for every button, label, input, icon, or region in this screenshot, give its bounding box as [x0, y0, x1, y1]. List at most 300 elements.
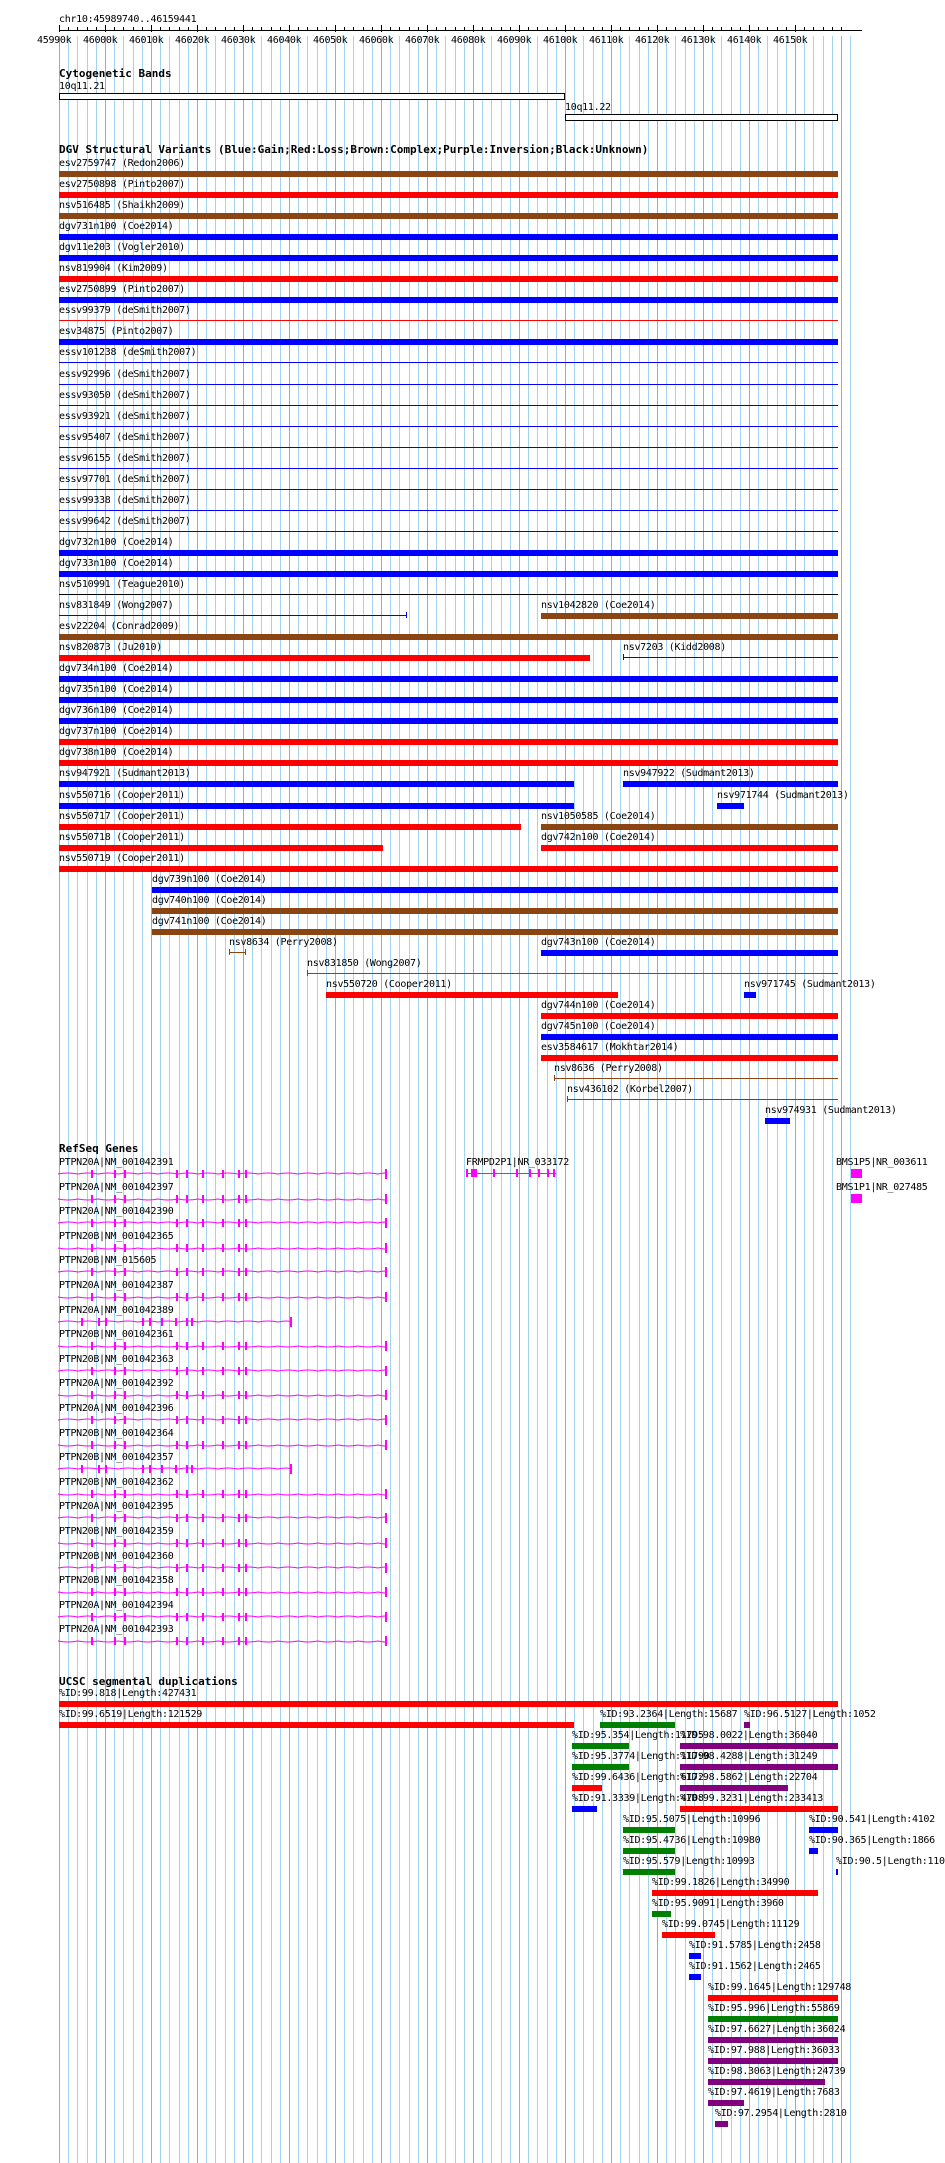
gene-label: PTPN20A|NM_001042391 [59, 1157, 174, 1168]
dgv-variant-bar[interactable] [59, 213, 838, 219]
dgv-variant-bar[interactable] [717, 803, 744, 809]
dgv-variant-bar[interactable] [59, 571, 838, 577]
dgv-variant-label: dgv740n100 (Coe2014) [152, 894, 267, 906]
dgv-variant-label: dgv732n100 (Coe2014) [59, 536, 174, 548]
segdup-bar[interactable] [623, 1827, 675, 1833]
ruler-minor-tick [271, 27, 272, 31]
dgv-variant-label: essv93050 (deSmith2007) [59, 389, 191, 401]
gene-model[interactable] [58, 1364, 388, 1378]
ruler-minor-tick [740, 27, 741, 31]
dgv-variant-label: essv99642 (deSmith2007) [59, 515, 191, 527]
dgv-variant-label: nsv550717 (Cooper2011) [59, 810, 185, 822]
dgv-variant-label: nsv550720 (Cooper2011) [326, 978, 452, 990]
segdup-bar[interactable] [708, 1995, 838, 2001]
gene-label: BMS1P5|NR_003611 [836, 1157, 928, 1168]
ruler-tick-label: 46000k [83, 35, 118, 46]
gene-label: PTPN20B|NM_001042362 [59, 1476, 174, 1488]
dgv-variant-label: dgv743n100 (Coe2014) [541, 936, 656, 948]
dgv-variant-bar[interactable] [59, 339, 838, 345]
dgv-variant-label: esv34875 (Pinto2007) [59, 326, 174, 338]
segdup-label: %ID:98.0022|Length:36040 [680, 1730, 818, 1741]
cytoband-label: 10q11.22 [565, 102, 611, 113]
ruler-tick-label: 46060k [359, 35, 394, 46]
dgv-variant-bar[interactable] [59, 718, 838, 724]
segdup-bar[interactable] [652, 1911, 671, 1917]
ruler-minor-tick [675, 27, 676, 31]
gene-exon [493, 1169, 495, 1177]
ruler-minor-tick [777, 27, 778, 31]
dgv-variant-bar[interactable] [59, 550, 838, 556]
dgv-variant-line[interactable] [307, 973, 838, 974]
dgv-variant-label: dgv739n100 (Coe2014) [152, 873, 267, 885]
ruler-minor-tick [823, 27, 824, 31]
ruler-major-tick [105, 25, 106, 32]
cytoband-label: 10q11.21 [59, 81, 105, 92]
dgv-variant-label: nsv831849 (Wong2007) [59, 600, 174, 612]
ruler-major-tick [473, 25, 474, 32]
gene-model[interactable] [58, 1167, 388, 1181]
dgv-variant-label: dgv744n100 (Coe2014) [541, 1000, 656, 1011]
gene-model[interactable] [58, 1265, 388, 1279]
segdup-label: %ID:91.1562|Length:2465 [689, 1961, 821, 1972]
segdup-label: %ID:99.1826|Length:34990 [652, 1877, 790, 1888]
gene-model[interactable] [58, 1339, 388, 1353]
segdup-bar[interactable] [680, 1806, 838, 1812]
dgv-variant-bar[interactable] [326, 992, 618, 998]
ruler-minor-tick [252, 27, 253, 31]
dgv-variant-label: nsv971744 (Sudmant2013) [717, 789, 849, 801]
segdup-label: %ID:98.4288|Length:31249 [680, 1751, 818, 1762]
ruler-minor-tick [455, 27, 456, 31]
segdup-label: %ID:99.6519|Length:121529 [59, 1709, 203, 1720]
ruler-minor-tick [804, 27, 805, 31]
ruler-tick-label: 46150k [773, 35, 808, 46]
segdup-bar[interactable] [708, 2037, 838, 2043]
segdup-label: %ID:99.1645|Length:129748 [708, 1982, 852, 1993]
gene-label: PTPN20A|NM_001042390 [59, 1206, 174, 1218]
dgv-variant-bar[interactable] [541, 1013, 838, 1019]
ruler-minor-tick [501, 27, 502, 31]
gene-exon [466, 1169, 468, 1177]
ruler-minor-tick [767, 27, 768, 31]
gene-model[interactable] [58, 1511, 388, 1525]
dgv-variant-label: nsv974931 (Sudmant2013) [765, 1105, 897, 1117]
ruler-minor-tick [639, 27, 640, 31]
segdup-bar[interactable] [652, 1890, 818, 1896]
gene-label: PTPN20A|NM_001042395 [59, 1501, 174, 1513]
gene-model[interactable] [58, 1634, 388, 1648]
dgv-variant-bar[interactable] [59, 781, 574, 787]
ruler-minor-tick [786, 27, 787, 31]
ruler-tick-label: 46120k [635, 35, 670, 46]
dgv-variant-label: essv99338 (deSmith2007) [59, 494, 191, 506]
dgv-variant-bar[interactable] [59, 866, 838, 872]
dgv-variant-label: esv2750898 (Pinto2007) [59, 179, 185, 191]
segdup-label: %ID:90.541|Length:4102 [809, 1814, 935, 1825]
ruler-minor-tick [712, 27, 713, 31]
cytoband-track-title: Cytogenetic Bands [59, 67, 172, 80]
ruler-minor-tick [280, 27, 281, 31]
dgv-variant-bar[interactable] [623, 781, 838, 787]
ruler-minor-tick [758, 27, 759, 31]
dgv-variant-cap [554, 1075, 555, 1081]
ruler-major-tick [703, 25, 704, 32]
ruler-tick-label: 46040k [267, 35, 302, 46]
dgv-variant-label: nsv820873 (Ju2010) [59, 642, 162, 654]
gene-model[interactable] [58, 1585, 388, 1599]
dgv-variant-bar[interactable] [59, 297, 838, 303]
ruler-minor-tick [344, 27, 345, 31]
dgv-variant-bar[interactable] [541, 613, 838, 619]
dgv-variant-bar[interactable] [765, 1118, 790, 1124]
segdup-bar[interactable] [680, 1785, 788, 1791]
gene-model[interactable] [58, 1536, 388, 1550]
ruler-minor-tick [363, 27, 364, 31]
gene-label: FRMPD2P1|NR_033172 [466, 1157, 569, 1168]
gene-exon-block[interactable] [851, 1194, 862, 1203]
segdup-bar[interactable] [689, 1974, 701, 1980]
ruler-minor-tick [298, 27, 299, 31]
ruler-minor-tick [179, 27, 180, 31]
refseq-track-title: RefSeq Genes [59, 1142, 139, 1155]
gene-exon [529, 1169, 531, 1177]
dgv-variant-label: essv101238 (deSmith2007) [59, 347, 197, 359]
segdup-bar[interactable] [600, 1722, 675, 1728]
ruler-major-tick [381, 25, 382, 32]
segdup-label: %ID:97.4619|Length:7683 [708, 2087, 840, 2098]
ruler-tick-label: 46140k [727, 35, 762, 46]
segdup-label: %ID:93.2364|Length:15687 [600, 1709, 738, 1720]
ruler-minor-tick [261, 27, 262, 31]
ruler-major-tick [197, 25, 198, 32]
dgv-variant-line[interactable] [59, 447, 838, 448]
segdup-bar[interactable] [662, 1932, 715, 1938]
dgv-variant-line[interactable] [554, 1078, 838, 1079]
segdup-bar[interactable] [572, 1743, 629, 1749]
gene-exon [516, 1169, 518, 1177]
segdup-track-title: UCSC segmental duplications [59, 1675, 238, 1688]
segdup-label: %ID:98.3063|Length:24739 [708, 2066, 846, 2077]
ruler-major-tick [565, 25, 566, 32]
ruler-minor-tick [353, 27, 354, 31]
ruler-tick-label: 46070k [405, 35, 440, 46]
ruler-minor-tick [620, 27, 621, 31]
ruler-minor-tick [123, 27, 124, 31]
segdup-label: %ID:90.5|Length:110 [836, 1856, 945, 1867]
dgv-variant-bar[interactable] [59, 803, 574, 809]
ruler-minor-tick [225, 27, 226, 31]
segdup-label: %ID:95.579|Length:10993 [623, 1856, 755, 1867]
dgv-variant-cap [229, 949, 230, 955]
dgv-variant-line[interactable] [59, 384, 838, 385]
segdup-bar[interactable] [708, 2079, 825, 2085]
ruler-tick-label: 46030k [221, 35, 256, 46]
ruler-minor-tick [482, 27, 483, 31]
gene-label: PTPN20B|NM_015605 [59, 1255, 157, 1267]
gene-label: BMS1P1|NR_027485 [836, 1181, 928, 1193]
gene-label: PTPN20B|NM_001042365 [59, 1230, 174, 1242]
dgv-variant-bar[interactable] [59, 845, 383, 851]
ruler-minor-tick [169, 27, 170, 31]
dgv-track-title: DGV Structural Variants (Blue:Gain;Red:Loss;Brown:Complex;Purple:Inversion;Black:Unknown) [59, 143, 649, 156]
ruler-minor-tick [234, 27, 235, 31]
segdup-label: %ID:98.5862|Length:22704 [680, 1772, 818, 1783]
gene-exon [538, 1169, 540, 1177]
dgv-variant-bar[interactable] [59, 276, 838, 282]
dgv-variant-bar[interactable] [59, 634, 838, 640]
ruler-minor-tick [537, 27, 538, 31]
gene-model[interactable] [58, 1462, 293, 1476]
ruler-minor-tick [593, 27, 594, 31]
dgv-variant-label: dgv734n100 (Coe2014) [59, 663, 174, 675]
ruler-minor-tick [583, 27, 584, 31]
dgv-variant-label: esv2759747 (Redon2006) [59, 158, 185, 169]
ruler-major-tick [151, 25, 152, 32]
dgv-variant-bar[interactable] [59, 655, 590, 661]
dgv-variant-bar[interactable] [59, 739, 838, 745]
ruler-minor-tick [648, 27, 649, 31]
ruler-tick-label: 46020k [175, 35, 210, 46]
segdup-bar[interactable] [708, 2100, 744, 2106]
dgv-variant-label: dgv738n100 (Coe2014) [59, 747, 174, 759]
segdup-label: %ID:97.988|Length:36033 [708, 2045, 840, 2056]
segdup-bar[interactable] [680, 1764, 838, 1770]
dgv-variant-label: dgv741n100 (Coe2014) [152, 915, 267, 927]
dgv-variant-label: nsv8634 (Perry2008) [229, 936, 338, 948]
dgv-variant-label: esv3584617 (Mokhtar2014) [541, 1042, 679, 1054]
dgv-variant-bar[interactable] [59, 234, 838, 240]
ruler-minor-tick [731, 27, 732, 31]
gene-label: PTPN20B|NM_001042357 [59, 1452, 174, 1464]
segdup-bar[interactable] [809, 1848, 818, 1854]
ruler-tick-label: 46050k [313, 35, 348, 46]
dgv-variant-label: nsv831850 (Wong2007) [307, 957, 422, 969]
cytoband-band[interactable] [565, 114, 838, 121]
dgv-variant-label: dgv733n100 (Coe2014) [59, 557, 174, 569]
gene-model[interactable] [58, 1487, 388, 1501]
ruler-minor-tick [574, 27, 575, 31]
segdup-label: %ID:99.0745|Length:11129 [662, 1919, 800, 1930]
dgv-variant-label: dgv742n100 (Coe2014) [541, 831, 656, 843]
dgv-variant-bar[interactable] [541, 845, 838, 851]
ruler-tick-label: 46100k [543, 35, 578, 46]
dgv-variant-label: dgv737n100 (Coe2014) [59, 726, 174, 738]
segdup-label: %ID:90.365|Length:1866 [809, 1835, 935, 1846]
dgv-variant-label: essv95407 (deSmith2007) [59, 431, 191, 443]
ruler-tick-label: 46080k [451, 35, 486, 46]
ruler-minor-tick [160, 27, 161, 31]
gene-exon [547, 1169, 549, 1177]
dgv-variant-label: nsv947921 (Sudmant2013) [59, 768, 191, 780]
gene-label: PTPN20A|NM_001042396 [59, 1403, 174, 1414]
ruler-minor-tick [188, 27, 189, 31]
segdup-label: %ID:95.4736|Length:10980 [623, 1835, 761, 1846]
segdup-bar[interactable] [680, 1743, 838, 1749]
gene-model[interactable] [58, 1241, 388, 1255]
dgv-variant-line[interactable] [59, 489, 838, 490]
segdup-bar[interactable] [572, 1764, 629, 1770]
dgv-variant-bar[interactable] [59, 824, 521, 830]
dgv-variant-bar[interactable] [59, 255, 838, 261]
dgv-variant-line[interactable] [229, 952, 245, 953]
dgv-variant-cap [623, 654, 624, 660]
gene-exon [471, 1169, 477, 1177]
dgv-variant-bar[interactable] [541, 824, 838, 830]
ruler-minor-tick [142, 27, 143, 31]
segdup-label: %ID:95.354|Length:11795 [572, 1730, 704, 1741]
dgv-variant-bar[interactable] [152, 908, 838, 914]
ruler-minor-tick [602, 27, 603, 31]
segdup-bar[interactable] [708, 2016, 838, 2022]
dgv-variant-label: essv99379 (deSmith2007) [59, 305, 191, 317]
ruler-major-tick [519, 25, 520, 32]
dgv-variant-label: nsv550719 (Cooper2011) [59, 852, 185, 864]
dgv-variant-line[interactable] [59, 362, 838, 363]
gene-label: PTPN20A|NM_001042389 [59, 1304, 174, 1316]
dgv-variant-line[interactable] [59, 405, 838, 406]
segdup-bar[interactable] [623, 1869, 675, 1875]
ruler-major-tick [335, 25, 336, 32]
ruler-minor-tick [399, 27, 400, 31]
dgv-variant-label: nsv1050585 (Coe2014) [541, 810, 656, 822]
ruler-minor-tick [436, 27, 437, 31]
dgv-variant-label: essv92996 (deSmith2007) [59, 368, 191, 380]
dgv-variant-bar[interactable] [59, 171, 838, 177]
ruler-minor-tick [206, 27, 207, 31]
ruler-minor-tick [666, 27, 667, 31]
cytoband-band[interactable] [59, 93, 565, 100]
gene-model[interactable] [58, 1388, 388, 1402]
ruler-minor-tick [77, 27, 78, 31]
dgv-variant-label: nsv550716 (Cooper2011) [59, 789, 185, 801]
dgv-variant-bar[interactable] [744, 992, 756, 998]
gene-label: PTPN20B|NM_001042360 [59, 1550, 174, 1562]
gene-model[interactable] [58, 1315, 293, 1329]
gene-label: PTPN20B|NM_001042361 [59, 1329, 174, 1341]
ruler-minor-tick [547, 27, 548, 31]
segdup-bar[interactable] [689, 1953, 701, 1959]
ruler-tick-label: 46090k [497, 35, 532, 46]
segdup-bar[interactable] [572, 1806, 597, 1812]
gene-model[interactable] [58, 1438, 388, 1452]
segdup-bar[interactable] [744, 1722, 750, 1728]
dgv-variant-line[interactable] [623, 657, 838, 658]
dgv-variant-bar[interactable] [59, 192, 838, 198]
segdup-label: %ID:99.818|Length:427431 [59, 1688, 197, 1699]
segdup-label: %ID:91.3339|Length:4708 [572, 1793, 704, 1804]
dgv-variant-label: esv2750899 (Pinto2007) [59, 284, 185, 296]
dgv-variant-bar[interactable] [59, 760, 838, 766]
ruler-minor-tick [685, 27, 686, 31]
gene-model[interactable] [58, 1290, 388, 1304]
ruler-minor-tick [114, 27, 115, 31]
dgv-variant-bar[interactable] [152, 929, 838, 935]
dgv-variant-bar[interactable] [59, 676, 838, 682]
gene-model[interactable] [58, 1216, 388, 1230]
segdup-bar[interactable] [809, 1827, 838, 1833]
dgv-variant-line[interactable] [567, 1099, 838, 1100]
dgv-variant-bar[interactable] [59, 697, 838, 703]
gene-exon [553, 1169, 555, 1177]
ruler-minor-tick [528, 27, 529, 31]
segdup-label: %ID:95.996|Length:55869 [708, 2003, 840, 2014]
dgv-variant-line[interactable] [59, 594, 838, 595]
segdup-bar[interactable] [572, 1785, 602, 1791]
gene-label: PTPN20A|NM_001042394 [59, 1599, 174, 1611]
gene-intron-line[interactable] [466, 1173, 556, 1174]
gene-label: PTPN20B|NM_001042359 [59, 1526, 174, 1537]
dgv-variant-line[interactable] [59, 320, 838, 321]
gene-model[interactable] [58, 1413, 388, 1427]
dgv-variant-bar[interactable] [152, 887, 838, 893]
dgv-variant-line[interactable] [59, 510, 838, 511]
ruler-minor-tick [372, 27, 373, 31]
dgv-variant-bar[interactable] [541, 1055, 838, 1061]
dgv-variant-label: esv22204 (Conrad2009) [59, 621, 180, 633]
dgv-variant-line[interactable] [59, 531, 838, 532]
ruler-minor-tick [68, 27, 69, 31]
dgv-variant-line[interactable] [59, 468, 838, 469]
dgv-variant-label: nsv947922 (Sudmant2013) [623, 768, 755, 780]
ruler-minor-tick [841, 27, 842, 31]
ruler-minor-tick [326, 27, 327, 31]
ruler-major-tick [289, 25, 290, 32]
dgv-variant-cap [245, 949, 246, 955]
gene-label: PTPN20A|NM_001042397 [59, 1181, 174, 1193]
dgv-variant-label: nsv550718 (Cooper2011) [59, 831, 185, 843]
dgv-variant-line[interactable] [59, 615, 406, 616]
segdup-bar[interactable] [59, 1722, 574, 1728]
dgv-variant-bar[interactable] [541, 1034, 838, 1040]
dgv-variant-label: dgv11e203 (Vogler2010) [59, 242, 185, 254]
gene-label: PTPN20A|NM_001042387 [59, 1280, 174, 1291]
dgv-variant-cap [307, 970, 308, 976]
segdup-bar[interactable] [836, 1869, 838, 1875]
ruler-minor-tick [96, 27, 97, 31]
ruler-minor-tick [629, 27, 630, 31]
segdup-bar[interactable] [623, 1848, 675, 1854]
ruler-minor-tick [832, 27, 833, 31]
ruler-minor-tick [317, 27, 318, 31]
segdup-label: %ID:99.3231|Length:233413 [680, 1793, 824, 1804]
ruler-minor-tick [87, 27, 88, 31]
dgv-variant-label: dgv736n100 (Coe2014) [59, 705, 174, 717]
gene-label: PTPN20B|NM_001042364 [59, 1427, 174, 1439]
ruler-minor-tick [464, 27, 465, 31]
ruler-minor-tick [418, 27, 419, 31]
segdup-bar[interactable] [715, 2121, 728, 2127]
gene-model[interactable] [58, 1610, 388, 1624]
dgv-variant-label: nsv7203 (Kidd2008) [623, 642, 726, 654]
ruler-tick-label: 46130k [681, 35, 716, 46]
ruler-minor-tick [694, 27, 695, 31]
ruler-major-tick [243, 25, 244, 32]
gene-label: PTPN20A|NM_001042393 [59, 1624, 174, 1636]
segdup-bar[interactable] [708, 2058, 838, 2064]
dgv-variant-cap [567, 1096, 568, 1102]
gene-exon-block[interactable] [851, 1169, 862, 1178]
segdup-bar[interactable] [59, 1701, 838, 1707]
ruler-major-tick [657, 25, 658, 32]
ruler-minor-tick [721, 27, 722, 31]
gene-label: PTPN20A|NM_001042392 [59, 1378, 174, 1390]
dgv-variant-label: nsv8636 (Perry2008) [554, 1063, 663, 1075]
segdup-label: %ID:99.6436|Length:6172 [572, 1772, 704, 1783]
gene-model[interactable] [58, 1192, 388, 1206]
dgv-variant-bar[interactable] [541, 950, 838, 956]
dgv-variant-line[interactable] [59, 426, 838, 427]
gene-model[interactable] [58, 1561, 388, 1575]
